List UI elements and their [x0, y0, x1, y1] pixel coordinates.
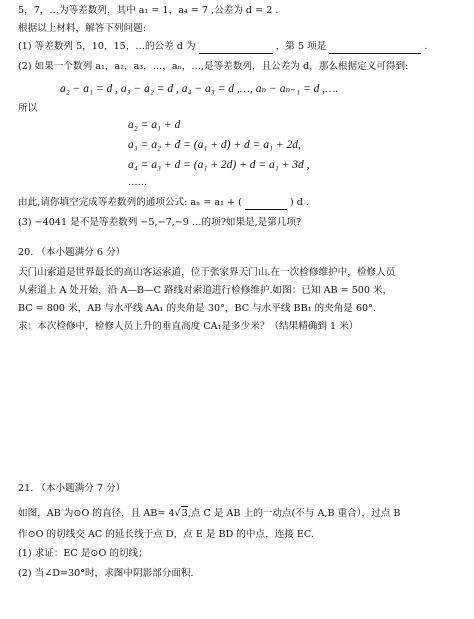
answer-blank[interactable]: [245, 198, 287, 210]
fill-formula: [18, 196, 309, 210]
text-line: 天门山索道是世界最长的高山客运索道，位于张家界天门山.在一次检修维护中，检修人员: [18, 267, 396, 278]
equation-a3: a₃ = a₂ + d = (a₁ + d) + d = a₁ + 2d,: [128, 139, 301, 151]
square-root-symbol: √: [174, 508, 181, 519]
text-segment: ,点 C 是 AB 上的一动点(不与 A,B 重合），过点 B: [187, 508, 401, 519]
equation-a4: a₄ = a₃ + d = (a₁ + 2d) + d = a₁ + 3d ,: [128, 159, 310, 171]
fill-formula-end: ) d .: [290, 197, 310, 208]
fill-formula-text: 由此,请你填空完成等差数列的通项公式: aₙ = a₁ + (: [18, 197, 242, 208]
text-line: (1) 求证：EC 是⊙O 的切线；: [18, 548, 148, 559]
definition-equations: a₂ − a₁ = d , a₃ − a₂ = d , a₄ − a₃ = d ,…, aₙ − aₙ₋₁ = d ,….: [60, 83, 339, 95]
text-line: 从索道上 A 处开始，沿 A—B—C 路线对索道进行检修维护.如图：已知 AB = 500 米，: [18, 285, 393, 296]
square-root-value: 3: [181, 508, 188, 519]
answer-blank[interactable]: [199, 42, 273, 54]
text-line: 所以: [18, 103, 38, 114]
text-line: (2) 当∠D=30°时，求图中阴影部分面积.: [18, 568, 194, 579]
text-line: BC = 800 米，AB 与水平线 AA₁ 的夹角是 30°，BC 与水平线 BB₁ 的夹角是 60°.: [18, 303, 376, 314]
ellipsis: ……: [128, 177, 148, 188]
answer-blank[interactable]: [329, 42, 421, 54]
question-3: (3) −4041 是不是等差数列 −5,−7,−9 …的项?如果是,是第几项?: [18, 217, 302, 228]
question-1-text-2: ，第 5 项是: [275, 41, 327, 52]
problem-title: 20. （本小题满分 6 分）: [18, 247, 126, 258]
problem-title: 21. （本小题满分 7 分）: [18, 483, 126, 494]
text-segment: 如图，AB 为⊙O 的直径，且 AB= 4: [18, 508, 175, 519]
question-1-text: (1) 等差数列 5，10，15，…的公差 d 为: [18, 41, 196, 52]
text-line: 根据以上材料，解答下列问题:: [18, 23, 146, 34]
text-line: 求：本次检修中，检修人员上升的垂直高度 CA₁是多少米？（结果精确到 1 米）: [18, 321, 359, 332]
text-line: 作⊙O 的切线交 AC 的延长线于点 D，点 E 是 BD 的中点，连接 EC.: [18, 529, 314, 540]
question-2: (2) 如果一个数列 a₁，a₂，a₃，…，aₙ，…,是等差数列，且公差为 d，那么根据定义可得到:: [18, 61, 409, 72]
question-1-end: .: [424, 41, 428, 52]
text-line: 5，7，…为等差数列，其中 a₁ = 1，a₄ = 7 ,公差为 d = 2 .: [18, 5, 279, 16]
text-line: [18, 506, 400, 521]
equation-a2: a₂ = a₁ + d: [128, 119, 181, 131]
question-1: [18, 40, 427, 54]
